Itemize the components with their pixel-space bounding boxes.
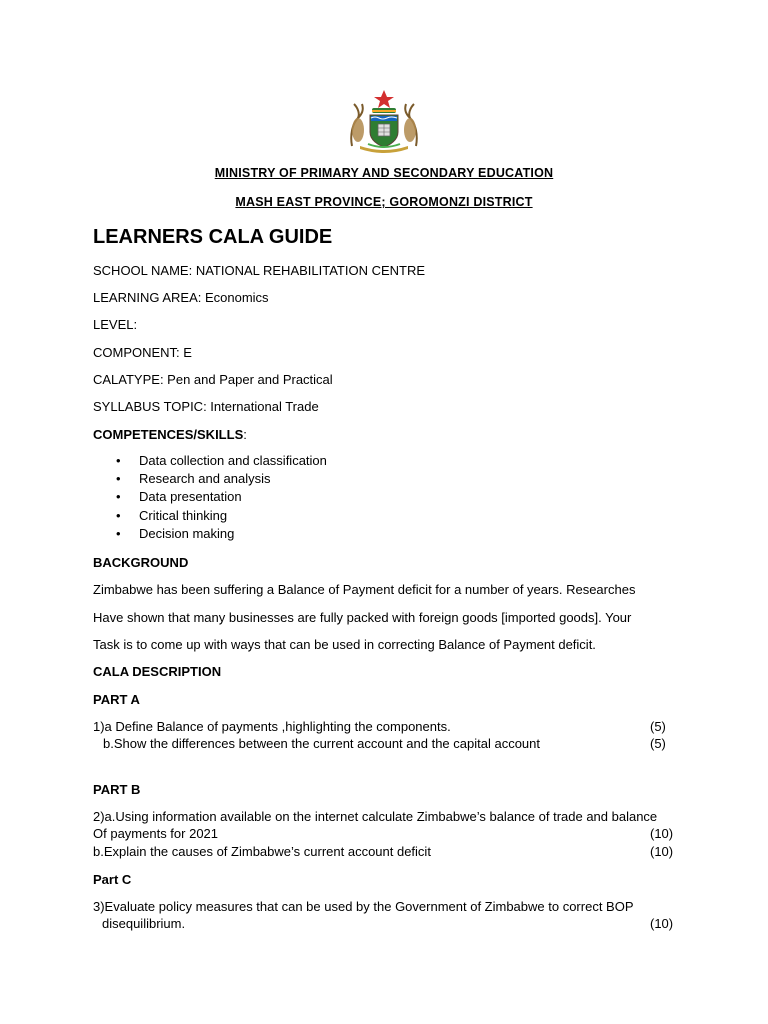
list-item <box>93 525 327 543</box>
document-title: LEARNERS CALA GUIDE <box>93 226 333 248</box>
competences-heading-text: COMPETENCES/SKILLS <box>93 427 244 442</box>
background-line-2: Have shown that many businesses are fully packed with foreign goods [imported goods]. Your <box>93 610 632 625</box>
province-heading: MASH EAST PROVINCE; GOROMONZI DISTRICT <box>235 195 533 209</box>
question-1a: 1)a Define Balance of payments ,highlighting the components. <box>93 719 451 734</box>
list-item-label: Research and analysis <box>139 471 271 487</box>
bullet-icon: • <box>116 489 121 505</box>
cala-type: CALATYPE: Pen and Paper and Practical <box>93 372 333 387</box>
coat-of-arms-icon <box>338 88 430 154</box>
question-1a-marks: (5) <box>650 719 666 734</box>
learning-area: LEARNING AREA: Economics <box>93 290 269 305</box>
school-name: SCHOOL NAME: NATIONAL REHABILITATION CENTRE <box>93 263 426 278</box>
question-1b-marks: (5) <box>650 736 666 751</box>
component: COMPONENT: E <box>93 345 192 360</box>
bullet-icon: • <box>116 507 121 523</box>
competences-heading-colon: : <box>243 427 247 442</box>
bullet-icon: • <box>116 525 121 541</box>
question-3-line-2: disequilibrium. <box>102 916 186 931</box>
bullet-icon: • <box>116 453 121 468</box>
cala-description-heading: CALA DESCRIPTION <box>93 664 222 679</box>
question-2b: b.Explain the causes of Zimbabwe’s current account deficit <box>93 844 431 859</box>
question-3-marks: (10) <box>650 916 674 931</box>
part-c-heading: Part C <box>93 872 132 887</box>
list-item <box>93 470 327 488</box>
part-b-heading: PART B <box>93 782 141 797</box>
list-item-label: Critical thinking <box>139 507 228 523</box>
list-item <box>93 507 327 525</box>
syllabus-topic: SYLLABUS TOPIC: International Trade <box>93 399 319 414</box>
ministry-heading: MINISTRY OF PRIMARY AND SECONDARY EDUCATION <box>214 166 554 180</box>
level: LEVEL: <box>93 317 138 332</box>
competences-heading <box>93 427 247 442</box>
background-heading: BACKGROUND <box>93 555 189 570</box>
background-line-3: Task is to come up with ways that can be used in correcting Balance of Payment deficit. <box>93 637 596 652</box>
list-item <box>93 488 327 506</box>
question-2a-line-2: Of payments for 2021 <box>93 826 219 841</box>
competences-list <box>93 452 327 543</box>
question-2a-marks: (10) <box>650 826 674 841</box>
part-a-heading: PART A <box>93 692 140 707</box>
list-item <box>93 452 327 470</box>
bullet-icon: • <box>116 471 121 487</box>
list-item-label: Data presentation <box>139 489 242 505</box>
question-2a-line-1: 2)a.Using information available on the internet calculate Zimbabwe’s balance of trade and balance <box>93 809 658 824</box>
question-1b: b.Show the differences between the current account and the capital account <box>103 736 540 751</box>
question-3-line-1: 3)Evaluate policy measures that can be used by the Government of Zimbabwe to correct BOP <box>93 899 634 914</box>
question-2b-marks: (10) <box>650 844 674 859</box>
list-item-label: Decision making <box>139 525 235 541</box>
background-line-1: Zimbabwe has been suffering a Balance of Payment deficit for a number of years. Researches <box>93 582 636 597</box>
list-item-label: Data collection and classification <box>139 453 327 468</box>
